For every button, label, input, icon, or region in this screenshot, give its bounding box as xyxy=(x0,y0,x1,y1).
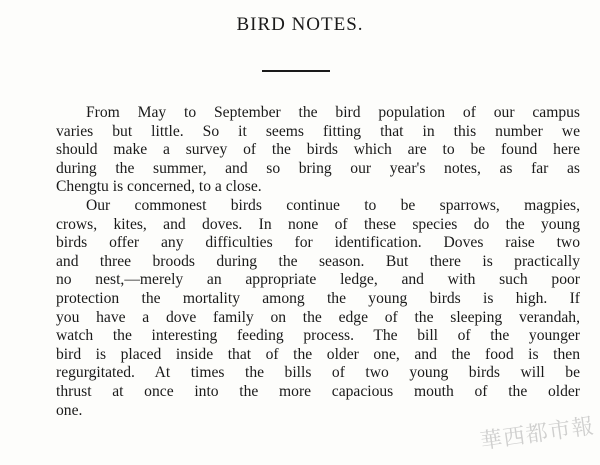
page-title: BIRD NOTES. xyxy=(236,14,364,35)
body-line: no nest,—merely an appropriate ledge, and with such poor xyxy=(56,271,580,289)
body-line: crows, kites, and doves. In none of these species do the young xyxy=(56,215,580,233)
body-line: and three broods during the season. But there is practically xyxy=(56,252,580,270)
body-line: thrust at once into the more capacious mouth of the older xyxy=(56,382,580,400)
body-line: one. xyxy=(56,401,83,419)
body-line: you have a dove family on the edge of the sleeping verandah, xyxy=(56,308,580,326)
body-line: regurgitated. At times the bills of two young birds will be xyxy=(56,364,580,382)
body-line: bird is placed inside that of the older one, and the food is then xyxy=(56,345,580,363)
body-line: varies but little. So it seems fitting that in this number we xyxy=(56,122,580,140)
watermark-logo: 華西都市報 xyxy=(478,413,597,455)
title-divider xyxy=(262,70,330,72)
body-line: Our commonest birds continue to be sparrows, magpies, xyxy=(86,196,580,214)
body-line: Chengtu is concerned, to a close. xyxy=(56,178,262,196)
body-line: watch the interesting feeding process. The bill of the younger xyxy=(56,327,580,345)
body-line: From May to September the bird population of our campus xyxy=(86,104,580,121)
article-body xyxy=(56,104,580,420)
body-line: birds offer any difficulties for identification. Doves raise two xyxy=(56,234,580,252)
body-line: should make a survey of the birds which are to be found here xyxy=(56,141,580,159)
body-line: protection the mortality among the young birds is high. If xyxy=(56,289,580,307)
body-line: during the summer, and so bring our year's notes, as far as xyxy=(56,159,580,177)
